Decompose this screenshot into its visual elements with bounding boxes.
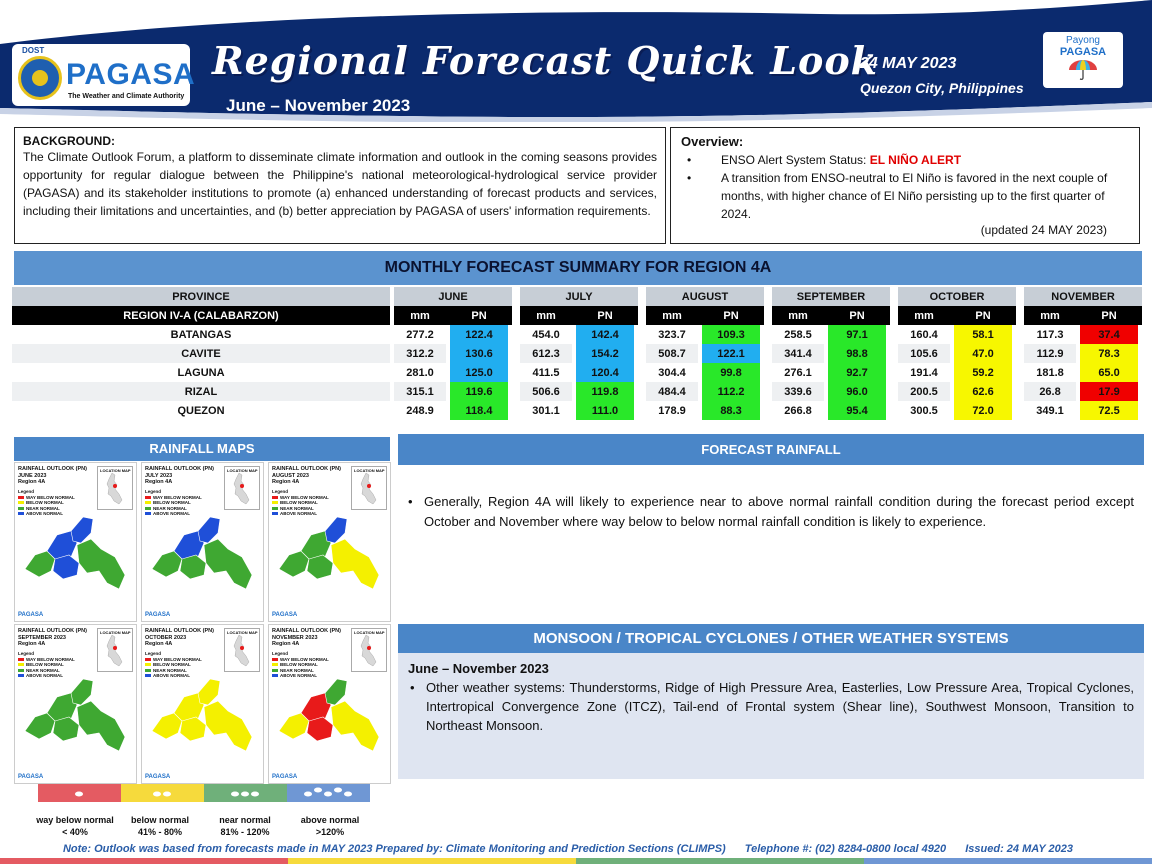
gap-cell bbox=[512, 401, 520, 420]
legend-label: ABOVE NORMAL bbox=[26, 673, 63, 678]
gap-cell bbox=[890, 363, 898, 382]
gap-cell bbox=[1016, 325, 1024, 344]
overview-box bbox=[670, 127, 1140, 244]
legend-label: NEAR NORMAL bbox=[153, 667, 187, 673]
legend-title: Legend bbox=[145, 651, 162, 656]
gap-cell bbox=[764, 325, 772, 344]
philippines-outline-icon bbox=[225, 467, 261, 511]
legend-label: NEAR NORMAL bbox=[280, 667, 314, 673]
location-map-inset bbox=[351, 466, 387, 510]
rainfall-mm-value: 117.3 bbox=[1036, 328, 1064, 341]
table-row bbox=[12, 401, 1142, 420]
gap-cell bbox=[764, 363, 772, 382]
rainfall-mm-value: 200.5 bbox=[898, 382, 950, 401]
percent-normal-value: 120.4 bbox=[572, 363, 638, 382]
percent-normal-value: 37.4 bbox=[1076, 325, 1142, 344]
percent-normal-value: 58.1 bbox=[950, 325, 1016, 344]
pn-header: PN bbox=[824, 306, 890, 325]
percent-normal-value: 122.4 bbox=[446, 325, 512, 344]
inset-label: LOCATION MAP bbox=[227, 630, 258, 635]
location-map-inset bbox=[224, 628, 260, 672]
map-region: Region 4A bbox=[272, 641, 300, 647]
mm-header: mm bbox=[898, 306, 950, 325]
rainfall-mm-value: 612.3 bbox=[520, 344, 572, 363]
inset-label: LOCATION MAP bbox=[100, 630, 131, 635]
gap-cell bbox=[638, 306, 646, 325]
legend-chip bbox=[145, 663, 151, 666]
map-region: Region 4A bbox=[145, 641, 173, 647]
rain-cloud-icon bbox=[204, 784, 287, 802]
bottom-color-strip bbox=[0, 858, 1152, 864]
rainfall-mm-value: 112.9 bbox=[1024, 344, 1076, 363]
scale-label-name: way below normal bbox=[36, 815, 114, 825]
monthly-forecast-table bbox=[12, 287, 1142, 420]
pn-header: PN bbox=[950, 306, 1016, 325]
subheader-row bbox=[12, 306, 1142, 325]
scale-segment bbox=[121, 784, 204, 802]
rainfall-mm-value: 411.5 bbox=[532, 366, 560, 379]
enso-label: ENSO Alert System Status: bbox=[721, 153, 870, 167]
map-heading-text: RAINFALL OUTLOOK (PN) bbox=[272, 628, 341, 634]
rainfall-mm-value: 312.2 bbox=[394, 344, 446, 363]
legend-label: ABOVE NORMAL bbox=[153, 673, 190, 678]
location-map-inset bbox=[224, 466, 260, 510]
map-footer-logo: PAGASA bbox=[272, 774, 298, 780]
gap-cell bbox=[764, 287, 772, 306]
percent-normal-value: 111.0 bbox=[572, 401, 638, 420]
monsoon-title: MONSOON / TROPICAL CYCLONES / OTHER WEATHER SYSTEMS bbox=[398, 624, 1144, 653]
region-label: REGION IV-A (CALABARZON) bbox=[12, 306, 390, 325]
rainfall-mm-value: 248.9 bbox=[406, 404, 434, 417]
inset-label: LOCATION MAP bbox=[100, 468, 131, 473]
province-name: LAGUNA bbox=[177, 366, 225, 379]
legend-label: WAY BELOW NORMAL bbox=[280, 494, 329, 500]
province-name: QUEZON bbox=[177, 404, 225, 417]
province-map bbox=[17, 671, 136, 767]
province-name: RIZAL bbox=[12, 382, 390, 401]
scale-segment bbox=[287, 784, 370, 802]
legend-title: Legend bbox=[272, 651, 289, 656]
rainfall-mm-value: 266.8 bbox=[784, 404, 812, 417]
legend-label: WAY BELOW NORMAL bbox=[26, 656, 75, 662]
gap-cell bbox=[638, 325, 646, 344]
map-heading bbox=[272, 466, 341, 486]
gap-cell bbox=[512, 287, 520, 306]
map-footer-logo: PAGASA bbox=[145, 612, 171, 618]
percent-normal-value: 47.0 bbox=[950, 344, 1016, 363]
gap-cell bbox=[890, 325, 898, 344]
percent-normal-value: 88.3 bbox=[698, 401, 764, 420]
table-row bbox=[12, 325, 1142, 344]
percent-normal-value: 98.8 bbox=[824, 344, 890, 363]
inset-label: LOCATION MAP bbox=[227, 468, 258, 473]
legend-chip bbox=[145, 658, 151, 661]
mm-header: mm bbox=[394, 306, 446, 325]
map-heading-text: RAINFALL OUTLOOK (PN) bbox=[18, 628, 87, 634]
header-date: 24 MAY 2023 bbox=[860, 55, 957, 72]
map-heading bbox=[145, 628, 214, 648]
rainfall-mm-value: 506.6 bbox=[520, 382, 572, 401]
rainfall-mm-value: 276.1 bbox=[784, 366, 812, 379]
percent-normal-value: 99.8 bbox=[698, 363, 764, 382]
brand-name: PAGASA bbox=[66, 58, 196, 91]
map-month: JULY 2023 bbox=[145, 472, 173, 479]
legend-chip bbox=[18, 658, 24, 661]
province-map bbox=[144, 509, 263, 605]
philippines-outline-icon bbox=[98, 629, 134, 673]
philippines-outline-icon bbox=[98, 467, 134, 511]
gap-cell bbox=[638, 363, 646, 382]
percent-normal-value: 112.2 bbox=[698, 382, 764, 401]
province-name: BATANGAS bbox=[170, 328, 232, 341]
gap-cell bbox=[764, 401, 772, 420]
background-box bbox=[14, 127, 666, 244]
rainfall-mm-value: 349.1 bbox=[1036, 404, 1064, 417]
mm-header: mm bbox=[1024, 306, 1076, 325]
rainfall-map-tile bbox=[14, 462, 137, 622]
legend-chip bbox=[272, 663, 278, 666]
gap-cell bbox=[512, 382, 520, 401]
legend-label: WAY BELOW NORMAL bbox=[26, 494, 75, 500]
philippines-outline-icon bbox=[225, 629, 261, 673]
scale-label-name: above normal bbox=[300, 815, 360, 825]
footer-issued: Issued: 24 MAY 2023 bbox=[965, 843, 1074, 855]
rain-cloud-icon bbox=[287, 784, 370, 802]
scale-label-range: >120% bbox=[315, 827, 345, 837]
percent-normal-value: 118.4 bbox=[446, 401, 512, 420]
rainfall-mm-value: 160.4 bbox=[910, 328, 938, 341]
province-name: CAVITE bbox=[12, 344, 390, 363]
enso-status-item bbox=[681, 151, 1129, 169]
gap-cell bbox=[512, 325, 520, 344]
legend-chip bbox=[272, 501, 278, 504]
scale-label bbox=[200, 814, 290, 838]
rainfall-map-tile bbox=[141, 462, 264, 622]
gap-cell bbox=[512, 363, 520, 382]
philippines-outline-icon bbox=[352, 629, 388, 673]
legend-label: NEAR NORMAL bbox=[26, 505, 60, 511]
pagasa-seal-icon bbox=[18, 56, 62, 100]
page-title: Regional Forecast Quick Look bbox=[212, 38, 879, 83]
rainfall-mm-value: 105.6 bbox=[898, 344, 950, 363]
percent-normal-value: 125.0 bbox=[446, 363, 512, 382]
scale-segment bbox=[204, 784, 287, 802]
rainfall-mm-value: 315.1 bbox=[394, 382, 446, 401]
province-map bbox=[271, 509, 390, 605]
gap-cell bbox=[890, 344, 898, 363]
month-header: AUGUST bbox=[646, 287, 764, 306]
map-heading bbox=[18, 466, 87, 486]
monsoon-period: June – November 2023 bbox=[408, 661, 549, 676]
map-month: SEPTEMBER 2023 bbox=[18, 634, 66, 641]
header-place: Quezon City, Philippines bbox=[860, 80, 1024, 96]
rainfall-color-scale bbox=[38, 784, 370, 802]
footer-telephone: Telephone #: (02) 8284-0800 local 4920 bbox=[744, 843, 947, 855]
overview-title: Overview: bbox=[681, 134, 744, 149]
philippines-outline-icon bbox=[352, 467, 388, 511]
province-header: PROVINCE bbox=[12, 287, 390, 306]
pagasa-logo bbox=[12, 44, 196, 106]
map-footer-logo: PAGASA bbox=[18, 612, 44, 618]
dost-label: DOST bbox=[22, 46, 45, 55]
percent-normal-value: 96.0 bbox=[824, 382, 890, 401]
gap-cell bbox=[638, 287, 646, 306]
transition-item: • A transition from ENSO-neutral to El Niño is favored in the next couple of months, with higher chance of El Niño persisting up to the first quarter of 2024. bbox=[681, 169, 1129, 223]
legend-label: NEAR NORMAL bbox=[153, 505, 187, 511]
percent-normal-value: 92.7 bbox=[824, 363, 890, 382]
header bbox=[0, 0, 1152, 122]
rainfall-mm-value: 323.7 bbox=[658, 328, 686, 341]
table-row bbox=[12, 363, 1142, 382]
pn-header: PN bbox=[446, 306, 512, 325]
gap-cell bbox=[764, 344, 772, 363]
legend-label: BELOW NORMAL bbox=[280, 500, 318, 505]
gap-cell bbox=[1016, 401, 1024, 420]
scale-label bbox=[285, 814, 375, 838]
background-text: The Climate Outlook Forum, a platform to disseminate climate information and outlook in the coming seasons provides opportunity for regular dialogue between the Philippine's national meteorological-hydrological service provider (PAGASA) and its stakeholder institutions to promote (a) enhanced understanding of forecast products and services, including their limitations and uncertainties, and (b) better appreciation by PAGASA of users' information requirements. bbox=[23, 150, 657, 218]
legend-title: Legend bbox=[18, 489, 35, 494]
map-heading bbox=[145, 466, 214, 486]
gap-cell bbox=[764, 382, 772, 401]
scale-label-range: 41% - 80% bbox=[137, 827, 183, 837]
legend-label: WAY BELOW NORMAL bbox=[153, 656, 202, 662]
province-map bbox=[271, 671, 390, 767]
province-map bbox=[144, 671, 263, 767]
percent-normal-value: 109.3 bbox=[698, 325, 764, 344]
legend-label: WAY BELOW NORMAL bbox=[153, 494, 202, 500]
percent-normal-value: 122.1 bbox=[698, 344, 764, 363]
gap-cell bbox=[512, 344, 520, 363]
strip-green bbox=[576, 858, 864, 864]
legend-title: Legend bbox=[145, 489, 162, 494]
gap-cell bbox=[638, 382, 646, 401]
payong-brand: PAGASA bbox=[1059, 46, 1107, 58]
rainfall-map-tile bbox=[268, 462, 391, 622]
legend-label: BELOW NORMAL bbox=[153, 662, 191, 667]
legend-label: ABOVE NORMAL bbox=[280, 511, 317, 516]
month-header: SEPTEMBER bbox=[772, 287, 890, 306]
percent-normal-value: 72.5 bbox=[1076, 401, 1142, 420]
rainfall-mm-value: 301.1 bbox=[532, 404, 560, 417]
rainfall-mm-value: 508.7 bbox=[646, 344, 698, 363]
pn-header: PN bbox=[572, 306, 638, 325]
percent-normal-value: 97.1 bbox=[824, 325, 890, 344]
legend-label: BELOW NORMAL bbox=[153, 500, 191, 505]
percent-normal-value: 142.4 bbox=[572, 325, 638, 344]
legend-label: ABOVE NORMAL bbox=[153, 511, 190, 516]
month-header-row bbox=[12, 287, 1142, 306]
legend-chip bbox=[18, 663, 24, 666]
map-region: Region 4A bbox=[18, 641, 46, 647]
legend-label: NEAR NORMAL bbox=[26, 667, 60, 673]
mm-header: mm bbox=[772, 306, 824, 325]
legend-chip bbox=[18, 501, 24, 504]
gap-cell bbox=[890, 306, 898, 325]
location-map-inset bbox=[351, 628, 387, 672]
legend-chip bbox=[272, 496, 278, 499]
legend-label: BELOW NORMAL bbox=[26, 662, 64, 667]
scale-segment bbox=[38, 784, 121, 802]
legend-label: ABOVE NORMAL bbox=[280, 673, 317, 678]
rainfall-mm-value: 281.0 bbox=[406, 366, 434, 379]
map-month: JUNE 2023 bbox=[18, 472, 47, 479]
percent-normal-value: 95.4 bbox=[824, 401, 890, 420]
map-heading-text: RAINFALL OUTLOOK (PN) bbox=[18, 466, 87, 472]
forecast-rainfall-text: • Generally, Region 4A will likely to experience near to above normal rainfall condition during the forecast period except October and November where way below to below normal rainfall condition is likely to experience. bbox=[406, 492, 1134, 532]
rainfall-mm-value: 341.4 bbox=[772, 344, 824, 363]
province-map bbox=[17, 509, 136, 605]
month-header: JULY bbox=[520, 287, 638, 306]
map-heading-text: RAINFALL OUTLOOK (PN) bbox=[145, 628, 214, 634]
enso-status-badge: EL NIÑO ALERT bbox=[869, 153, 962, 167]
rainfall-mm-value: 178.9 bbox=[658, 404, 686, 417]
strip-red bbox=[0, 858, 288, 864]
location-map-inset bbox=[97, 466, 133, 510]
monsoon-box bbox=[398, 653, 1144, 779]
mm-header: mm bbox=[520, 306, 572, 325]
percent-normal-value: 62.6 bbox=[950, 382, 1016, 401]
pn-header: PN bbox=[698, 306, 764, 325]
map-footer-logo: PAGASA bbox=[145, 774, 171, 780]
gap-cell bbox=[1016, 363, 1024, 382]
location-map-inset bbox=[97, 628, 133, 672]
rainfall-mm-value: 277.2 bbox=[406, 328, 434, 341]
rainfall-mm-value: 300.5 bbox=[910, 404, 938, 417]
legend-title: Legend bbox=[272, 489, 289, 494]
scale-label-name: below normal bbox=[130, 815, 189, 825]
map-month: OCTOBER 2023 bbox=[145, 634, 187, 641]
percent-normal-value: 130.6 bbox=[446, 344, 512, 363]
scale-label-range: < 40% bbox=[62, 827, 88, 837]
table-row bbox=[12, 382, 1142, 401]
rainfall-map-tile bbox=[268, 624, 391, 784]
scale-label-range: 81% - 120% bbox=[220, 827, 270, 837]
map-footer-logo: PAGASA bbox=[272, 612, 298, 618]
rainfall-mm-value: 454.0 bbox=[532, 328, 560, 341]
map-heading bbox=[18, 628, 87, 648]
legend-label: BELOW NORMAL bbox=[280, 662, 318, 667]
rainfall-mm-value: 191.4 bbox=[910, 366, 938, 379]
gap-cell bbox=[1016, 287, 1024, 306]
gap-cell bbox=[890, 382, 898, 401]
map-month: NOVEMBER 2023 bbox=[272, 634, 318, 641]
month-header: OCTOBER bbox=[898, 287, 1016, 306]
percent-normal-value: 59.2 bbox=[950, 363, 1016, 382]
gap-cell bbox=[764, 306, 772, 325]
strip-yellow bbox=[288, 858, 576, 864]
table-row bbox=[12, 344, 1142, 363]
percent-normal-value: 65.0 bbox=[1076, 363, 1142, 382]
gap-cell bbox=[1016, 382, 1024, 401]
brand-tagline: The Weather and Climate Authority bbox=[68, 93, 185, 100]
map-region: Region 4A bbox=[18, 479, 46, 485]
rainfall-mm-value: 484.4 bbox=[646, 382, 698, 401]
map-region: Region 4A bbox=[145, 479, 173, 485]
payong-label: Payong bbox=[1066, 35, 1100, 46]
gap-cell bbox=[1016, 306, 1024, 325]
forecast-period: June – November 2023 bbox=[226, 96, 411, 115]
overview-list bbox=[681, 151, 1129, 223]
rainfall-maps-title: RAINFALL MAPS bbox=[14, 437, 390, 461]
rain-cloud-icon bbox=[38, 784, 121, 802]
rainfall-map-tile bbox=[141, 624, 264, 784]
rainfall-mm-value: 258.5 bbox=[784, 328, 812, 341]
footer-note bbox=[0, 843, 1152, 855]
legend-chip bbox=[18, 496, 24, 499]
percent-normal-value: 78.3 bbox=[1076, 344, 1142, 363]
legend-chip bbox=[272, 658, 278, 661]
table-title: MONTHLY FORECAST SUMMARY FOR REGION 4A bbox=[14, 251, 1142, 285]
gap-cell bbox=[638, 401, 646, 420]
inset-label: LOCATION MAP bbox=[354, 630, 385, 635]
background-title: BACKGROUND: bbox=[23, 134, 115, 148]
rainfall-mm-value: 181.8 bbox=[1036, 366, 1064, 379]
umbrella-icon bbox=[1067, 60, 1099, 80]
inset-label: LOCATION MAP bbox=[354, 468, 385, 473]
rainfall-mm-value: 26.8 bbox=[1024, 382, 1076, 401]
legend-label: NEAR NORMAL bbox=[280, 505, 314, 511]
percent-normal-value: 72.0 bbox=[950, 401, 1016, 420]
rainfall-map-tile bbox=[14, 624, 137, 784]
percent-normal-value: 119.8 bbox=[572, 382, 638, 401]
scale-label bbox=[115, 814, 205, 838]
legend-label: WAY BELOW NORMAL bbox=[280, 656, 329, 662]
rainfall-mm-value: 339.6 bbox=[772, 382, 824, 401]
gap-cell bbox=[512, 306, 520, 325]
percent-normal-value: 119.6 bbox=[446, 382, 512, 401]
rainfall-mm-value: 304.4 bbox=[658, 366, 686, 379]
map-heading bbox=[272, 628, 341, 648]
monsoon-text: • Other weather systems: Thunderstorms, Ridge of High Pressure Area, Easterlies, Low Pressure Area, Tropical Cyclones, Intertropical Convergence Zone (ITCZ), Tail-end of Frontal system (Shear line), Southwest Monsoon, Transition to Northeast Monsoon. bbox=[408, 678, 1134, 735]
pn-header: PN bbox=[1076, 306, 1142, 325]
legend-chip bbox=[145, 496, 151, 499]
gap-cell bbox=[638, 344, 646, 363]
strip-blue bbox=[864, 858, 1152, 864]
legend-chip bbox=[145, 501, 151, 504]
map-heading-text: RAINFALL OUTLOOK (PN) bbox=[272, 466, 341, 472]
legend-title: Legend bbox=[18, 651, 35, 656]
rain-cloud-icon bbox=[121, 784, 204, 802]
payong-pagasa-logo bbox=[1043, 32, 1123, 88]
footer-prepared: Note: Outlook was based from forecasts made in MAY 2023 Prepared by: Climate Monitoring and Prediction Sections (CLIMPS) bbox=[62, 843, 726, 855]
scale-label-name: near normal bbox=[219, 815, 271, 825]
legend-label: ABOVE NORMAL bbox=[26, 511, 63, 516]
updated-note: (updated 24 MAY 2023) bbox=[980, 223, 1107, 237]
mm-header: mm bbox=[646, 306, 698, 325]
forecast-rainfall-title: FORECAST RAINFALL bbox=[398, 434, 1144, 465]
gap-cell bbox=[1016, 344, 1024, 363]
legend-label: BELOW NORMAL bbox=[26, 500, 64, 505]
map-region: Region 4A bbox=[272, 479, 300, 485]
map-footer-logo: PAGASA bbox=[18, 774, 44, 780]
gap-cell bbox=[890, 401, 898, 420]
month-header: NOVEMBER bbox=[1024, 287, 1142, 306]
month-header: JUNE bbox=[394, 287, 512, 306]
scale-label bbox=[30, 814, 120, 838]
map-heading-text: RAINFALL OUTLOOK (PN) bbox=[145, 466, 214, 472]
gap-cell bbox=[890, 287, 898, 306]
map-month: AUGUST 2023 bbox=[272, 472, 309, 479]
percent-normal-value: 154.2 bbox=[572, 344, 638, 363]
percent-normal-value: 17.9 bbox=[1076, 382, 1142, 401]
